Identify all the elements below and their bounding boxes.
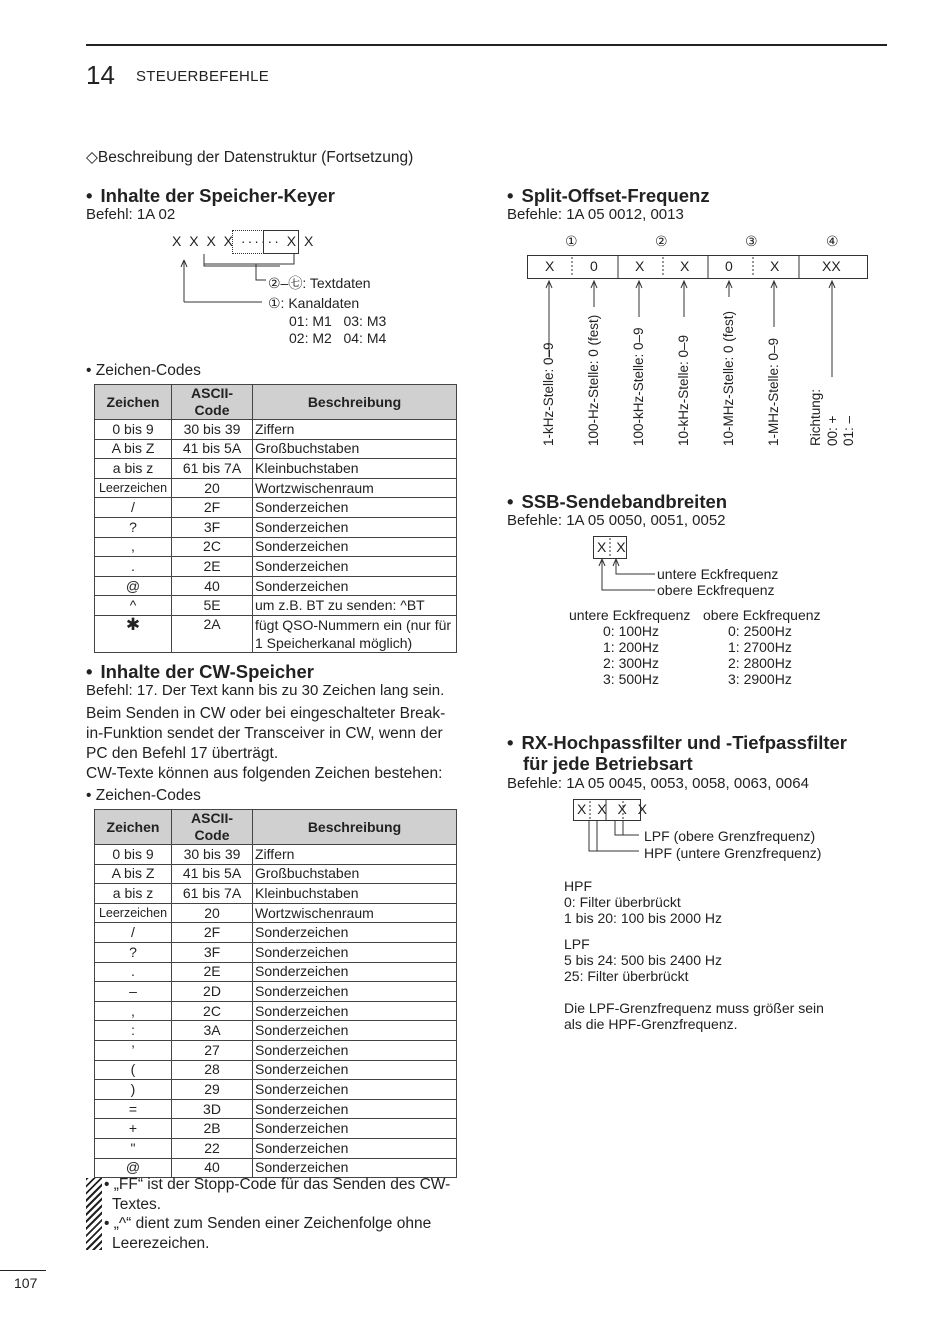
table-row: = 3D Sonderzeichen	[95, 1099, 457, 1119]
cw-codes-label: • Zeichen-Codes	[86, 787, 201, 804]
split-label-10khz: 10-kHz-Stelle: 0–9	[676, 334, 691, 446]
table-row: @ 40 Sonderzeichen	[95, 576, 457, 596]
table-row: ? 3F Sonderzeichen	[95, 517, 457, 537]
keyer-kanaldaten: ①: Kanaldaten	[268, 295, 360, 311]
cw-para1-line1: Beim Senden in CW oder bei eingeschalteter Break-	[86, 705, 446, 722]
continuation-heading: ◇Beschreibung der Datenstruktur (Fortsetzung)	[86, 149, 414, 166]
ssb-col2-head: obere Eckfrequenz	[703, 607, 821, 623]
keyer-textdaten: ②–㊆: Textdaten	[268, 275, 371, 291]
table-row: " 22 Sonderzeichen	[95, 1138, 457, 1158]
table-row: ✱ 2A fügt QSO-Nummern ein (nur für 1 Speicherkanal möglich)	[95, 615, 457, 652]
split-marker-3: ③	[745, 233, 758, 249]
split-arrows	[527, 277, 868, 397]
rx-title-line2: für jede Betriebsart	[523, 753, 693, 774]
ssb-col2-item: 0: 2500Hz	[728, 623, 792, 639]
rx-hpf-label: HPF (untere Grenzfrequenz)	[644, 845, 822, 861]
cw-command: Befehl: 17. Der Text kann bis zu 30 Zeichen lang sein.	[86, 682, 445, 699]
header-rule	[86, 44, 887, 46]
keyer-channel-row2: 02: M2 04: M4	[289, 330, 387, 346]
cw-para1-line3: PC den Befehl 17 überträgt.	[86, 745, 279, 762]
split-cell: 0	[725, 258, 733, 274]
note-stripe-icon	[86, 1178, 102, 1250]
split-cell: X	[680, 258, 690, 274]
table-row: ( 28 Sonderzeichen	[95, 1060, 457, 1080]
rx-lpf-item: 25: Filter überbrückt	[564, 968, 689, 984]
table-row: / 2F Sonderzeichen	[95, 923, 457, 943]
table-row: ’ 27 Sonderzeichen	[95, 1040, 457, 1060]
split-marker-1: ①	[565, 233, 578, 249]
ssb-col1-head: untere Eckfrequenz	[569, 607, 691, 623]
cw-note2-line2: Leerezeichen.	[112, 1235, 210, 1252]
split-dividers	[527, 255, 868, 279]
table-row: A bis Z 41 bis 5A Großbuchstaben	[95, 864, 457, 884]
table-row: 0 bis 9 30 bis 39 Ziffern	[95, 420, 457, 440]
rx-note-line2: als die HPF-Grenzfrequenz.	[564, 1016, 738, 1032]
ssb-col1-item: 0: 100Hz	[603, 623, 660, 639]
rx-hpf-head: HPF	[564, 878, 592, 894]
rx-arrows	[573, 819, 653, 859]
table-header: ASCII-Code	[172, 385, 253, 420]
cw-para2: CW-Texte können aus folgenden Zeichen bestehen:	[86, 765, 443, 782]
split-cell: X	[545, 258, 555, 274]
cw-note1-line1: • „FF“ ist der Stopp-Code für das Senden des CW-	[104, 1176, 451, 1193]
cw-note1-line2: Textes.	[112, 1196, 162, 1213]
chapter-title: STEUERBEFEHLE	[136, 68, 270, 85]
table-row: / 2F Sonderzeichen	[95, 498, 457, 518]
keyer-dotted-box	[232, 230, 264, 254]
table-row: . 2E Sonderzeichen	[95, 962, 457, 982]
ssb-col2-item: 3: 2900Hz	[728, 671, 792, 687]
table-row: – 2D Sonderzeichen	[95, 982, 457, 1002]
split-label-1mhz: 1-MHz-Stelle: 0–9	[766, 337, 781, 446]
ssb-col2-item: 2: 2800Hz	[728, 655, 792, 671]
split-label-100hz: 100-Hz-Stelle: 0 (fest)	[586, 314, 601, 446]
rx-lpf-item: 5 bis 24: 500 bis 2400 Hz	[564, 952, 722, 968]
split-marker-2: ②	[655, 233, 668, 249]
table-row: : 3A Sonderzeichen	[95, 1021, 457, 1041]
rx-note-line1: Die LPF-Grenzfrequenz muss größer sein	[564, 1000, 824, 1016]
split-command: Befehle: 1A 05 0012, 0013	[507, 206, 684, 223]
cw-codes-table	[94, 809, 457, 1178]
keyer-end-box	[263, 230, 299, 254]
split-cell: X	[635, 258, 645, 274]
table-header: Beschreibung	[253, 385, 457, 420]
ssb-title: • SSB-Sendebandbreiten	[507, 491, 728, 512]
split-cell: X	[770, 258, 780, 274]
rx-lpf-label: LPF (obere Grenzfrequenz)	[644, 828, 816, 844]
ssb-lower-label: untere Eckfrequenz	[657, 566, 779, 582]
split-label-10mhz: 10-MHz-Stelle: 0 (fest)	[721, 310, 736, 446]
table-row: , 2C Sonderzeichen	[95, 1001, 457, 1021]
table-row: a bis z 61 bis 7A Kleinbuchstaben	[95, 459, 457, 479]
rx-hpf-item: 1 bis 20: 100 bis 2000 Hz	[564, 910, 722, 926]
table-row: ? 3F Sonderzeichen	[95, 942, 457, 962]
keyer-fields: X X X X ······ X X	[172, 233, 316, 249]
split-label-1khz: 1-kHz-Stelle: 0–9	[541, 342, 556, 446]
rx-command: Befehle: 1A 05 0045, 0053, 0058, 0063, 0064	[507, 775, 809, 792]
split-title: • Split-Offset-Frequenz	[507, 185, 710, 206]
page-number: 107	[14, 1275, 38, 1291]
table-row: @ 40 Sonderzeichen	[95, 1158, 457, 1178]
cw-title: • Inhalte der CW-Speicher	[86, 661, 314, 682]
table-row: Leerzeichen 20 Wortzwischenraum	[95, 478, 457, 498]
table-header: Zeichen	[95, 810, 172, 845]
rx-fields: X X X X	[577, 801, 651, 817]
ssb-upper-label: obere Eckfrequenz	[657, 582, 775, 598]
table-row: ^ 5E um z.B. BT zu senden: ^BT	[95, 596, 457, 616]
keyer-codes-label: • Zeichen-Codes	[86, 362, 201, 379]
table-row: 0 bis 9 30 bis 39 Ziffern	[95, 845, 457, 865]
cw-note2-line1: • „^“ dient zum Senden einer Zeichenfolge ohne	[104, 1215, 432, 1232]
split-cell: XX	[822, 258, 841, 274]
rx-hpf-item: 0: Filter überbrückt	[564, 894, 681, 910]
table-header: Beschreibung	[253, 810, 457, 845]
table-row: , 2C Sonderzeichen	[95, 537, 457, 557]
rx-title-line1: • RX-Hochpassfilter und -Tiefpassfilter	[507, 732, 848, 753]
page-rule	[0, 1270, 46, 1271]
keyer-title: • Inhalte der Speicher-Keyer	[86, 185, 335, 206]
cw-para1-line2: in-Funktion sendet der Transceiver in CW, wenn der	[86, 725, 443, 742]
table-row: ) 29 Sonderzeichen	[95, 1080, 457, 1100]
table-row: . 2E Sonderzeichen	[95, 557, 457, 577]
table-row: Leerzeichen 20 Wortzwischenraum	[95, 903, 457, 923]
table-header: ASCII-Code	[172, 810, 253, 845]
table-row: + 2B Sonderzeichen	[95, 1119, 457, 1139]
split-cell: 0	[590, 258, 598, 274]
ssb-col1-item: 3: 500Hz	[603, 671, 660, 687]
split-label-100khz: 100-kHz-Stelle: 0–9	[631, 327, 646, 446]
ssb-col2-item: 1: 2700Hz	[728, 639, 792, 655]
ssb-col1-item: 2: 300Hz	[603, 655, 660, 671]
keyer-channel-row1: 01: M1 03: M3	[289, 313, 387, 329]
split-label-plus: 00: +	[825, 415, 840, 446]
table-row: a bis z 61 bis 7A Kleinbuchstaben	[95, 884, 457, 904]
ssb-command: Befehle: 1A 05 0050, 0051, 0052	[507, 512, 726, 529]
rx-lpf-head: LPF	[564, 936, 590, 952]
keyer-command: Befehl: 1A 02	[86, 206, 176, 223]
table-row: A bis Z 41 bis 5A Großbuchstaben	[95, 439, 457, 459]
split-label-richtung: Richtung:	[808, 388, 823, 446]
chapter-number: 14	[86, 60, 115, 90]
split-label-minus: 01: –	[841, 415, 856, 446]
table-header: Zeichen	[95, 385, 172, 420]
split-marker-4: ④	[826, 233, 839, 249]
ssb-fields: X X	[597, 539, 629, 555]
ssb-arrows	[593, 557, 663, 597]
ssb-col1-item: 1: 200Hz	[603, 639, 660, 655]
keyer-codes-table	[94, 384, 457, 653]
